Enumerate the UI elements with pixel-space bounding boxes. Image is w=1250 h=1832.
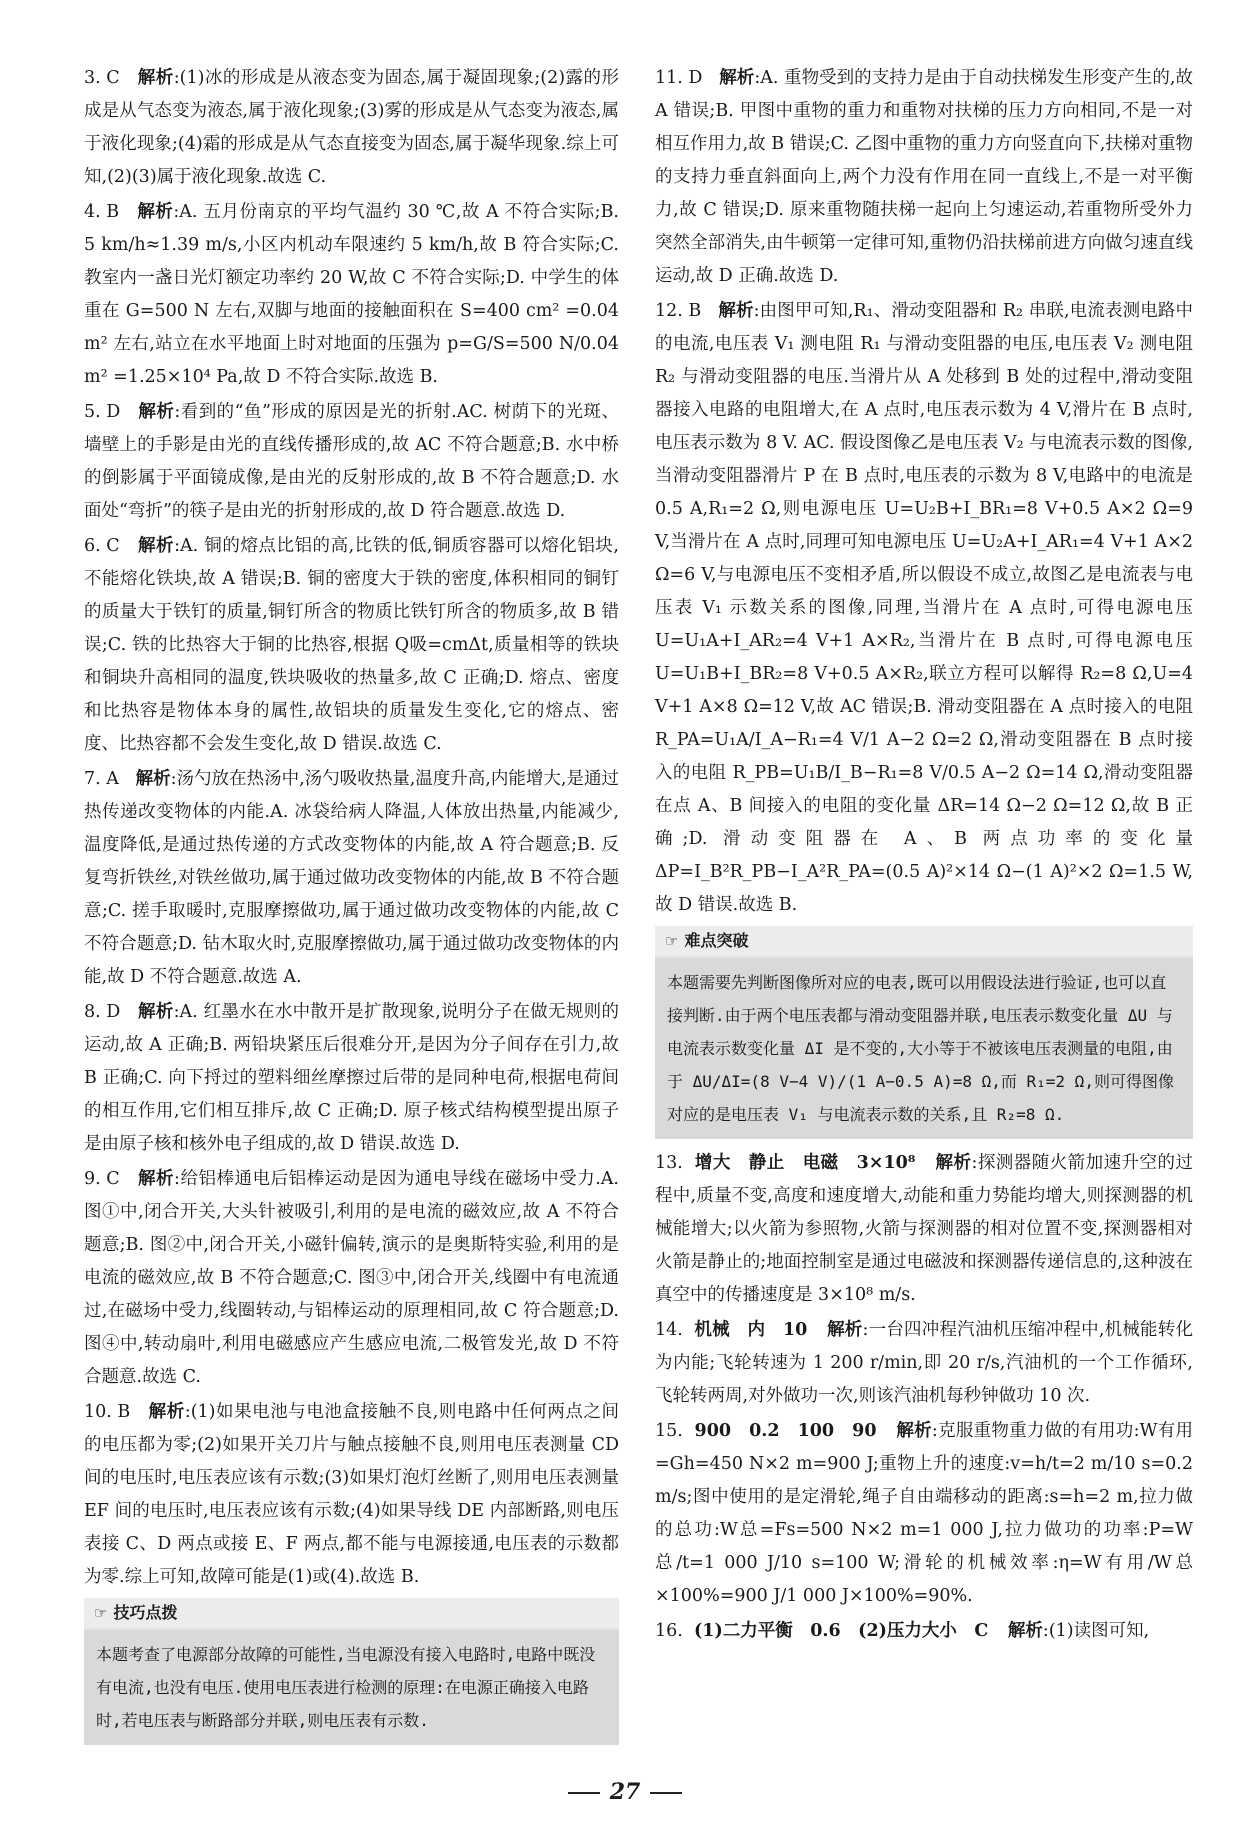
analysis-label: 解析 xyxy=(137,1002,174,1022)
question-number: 10. B xyxy=(84,1402,131,1422)
question-12 xyxy=(655,295,1193,922)
left-column xyxy=(84,62,619,1753)
tip-body: 本题考查了电源部分故障的可能性,当电源没有接入电路时,电路中既没有电流,也没有电压.使用电压表进行检测的原理:在电源正确接入电路时,若电压表与断路部分并联,则电压表有示数. xyxy=(84,1630,619,1745)
analysis-text: :A. 五月份南京的平均气温约 30 ℃,故 A 不符合实际;B. 5 km/h≈1.39 m/s,小区内机动车限速约 5 km/h,故 B 符合实际;C. 教室内一盏日光灯额定功率约 20 W,故 C 不符合实际;D. 中学生的体重在 G=500 N 左右,双脚与地面的接触面积在 S=400 cm² =0.04 m² 左右,站立在水平地面上时对地面的压强为 p=G/S=500 N/0.04 m² =1.25×10⁴ Pa,故 D 不符合实际.故选 B. xyxy=(84,202,619,387)
tip-heading xyxy=(655,926,1193,956)
answer-text: (1)二力平衡 0.6 (2)压力大小 C xyxy=(693,1621,989,1641)
analysis-text: :A. 红墨水在水中散开是扩散现象,说明分子在做无规则的运动,故 A 正确;B. 两铅块紧压后很难分开,是因为分子间存在引力,故 B 正确;C. 向下捋过的塑料细丝摩擦过后带的是同种电荷,根据电荷间的相互作用,它们相互排斥,故 C 正确;D. 原子核式结构模型提出原子是由原子核和核外电子组成的,故 D 错误.故选 D. xyxy=(84,1002,619,1154)
analysis-label: 解析 xyxy=(896,1421,932,1441)
analysis-label: 解析 xyxy=(138,402,175,422)
analysis-text: :(1)如果电池与电池盒接触不良,则电路中任何两点之间的电压都为零;(2)如果开关刀片与触点接触不良,则用电压表测量 CD 间的电压时,电压表应该有示数;(3)如果灯泡灯丝断了,则用电压表测量 EF 间的电压时,电压表应该有示数;(4)如果导线 DE 内部断路,则电压表接 C、D 两点或接 E、F 两点,都不能与电源接通,电压表的示数都为零.综上可知,故障可能是(1)或(4).故选 B. xyxy=(84,1402,620,1587)
page-number-value: 27 xyxy=(609,1779,641,1805)
question-number: 7. A xyxy=(84,769,119,789)
question-16 xyxy=(655,1615,1193,1648)
analysis-text: :(1)读图可知, xyxy=(1042,1621,1150,1641)
analysis-text: :一台四冲程汽油机压缩冲程中,机械能转化为内能;飞轮转速为 1 200 r/min,即 20 r/s,汽油机的一个工作循环,飞轮转两周,对外做功一次,则该汽油机每秒钟做功 10 次. xyxy=(655,1320,1193,1406)
answer-text: 机械 内 10 xyxy=(694,1320,808,1340)
question-4 xyxy=(84,196,619,394)
analysis-text: :克服重物重力做的有用功:W有用=Gh=450 N×2 m=900 J;重物上升的速度:v=h/t=2 m/10 s=0.2 m/s;图中使用的是定滑轮,绳子自由端移动的距离:s=h=2 m,拉力做的总功:W总=Fs=500 N×2 m=1 000 J,拉力做功的功率:P=W总/t=1 000 J/10 s=100 W;滑轮的机械效率:η=W有用/W总×100%=900 J/1 000 J×100%=90%. xyxy=(655,1421,1193,1606)
right-column xyxy=(655,62,1193,1650)
tip-box-skill xyxy=(84,1598,619,1745)
question-15 xyxy=(655,1415,1193,1613)
question-7 xyxy=(84,763,619,994)
tip-heading xyxy=(84,1598,619,1628)
analysis-label: 解析 xyxy=(1007,1621,1043,1641)
analysis-label: 解析 xyxy=(935,1153,972,1173)
answer-text: 增大 静止 电磁 3×10⁸ xyxy=(694,1153,916,1173)
question-6 xyxy=(84,530,619,761)
pointing-hand-icon: ☞ xyxy=(94,1604,108,1622)
page-number xyxy=(0,1776,1250,1809)
question-number: 15. xyxy=(655,1421,683,1441)
pointing-hand-icon: ☞ xyxy=(665,932,679,950)
question-number: 6. C xyxy=(84,536,120,556)
question-number: 12. B xyxy=(655,301,702,321)
tip-body: 本题需要先判断图像所对应的电表,既可以用假设法进行验证,也可以直接判断.由于两个电压表都与滑动变阻器并联,电压表示数变化量 ΔU 与电流表示数变化量 ΔI 是不变的,大小等于不被该电压表测量的电阻,由于 ΔU/ΔI=(8 V−4 V)/(1 A−0.5 A)=8 Ω,而 R₁=2 Ω,则可得图像对应的是电压表 V₁ 与电流表示数的关系,且 R₂=8 Ω. xyxy=(655,958,1193,1139)
question-number: 16. xyxy=(655,1621,683,1641)
analysis-text: :汤勺放在热汤中,汤勺吸收热量,温度升高,内能增大,是通过热传递改变物体的内能.A. 冰袋给病人降温,人体放出热量,内能减少,温度降低,是通过热传递的方式改变物体的内能,故 A 符合题意;B. 反复弯折铁丝,对铁丝做功,属于通过做功改变物体的内能,故 B 不符合题意;C. 搓手取暖时,克服摩擦做功,属于通过做功改变物体的内能,故 C 不符合题意;D. 钻木取火时,克服摩擦做功,属于通过做功改变物体的内能,故 D 不符合题意.故选 A. xyxy=(84,769,619,987)
answer-text: 900 0.2 100 90 xyxy=(694,1421,877,1441)
question-number: 5. D xyxy=(84,402,121,422)
question-10 xyxy=(84,1396,619,1594)
question-number: 3. C xyxy=(84,68,120,88)
analysis-text: :看到的“鱼”形成的原因是光的折射.AC. 树荫下的光斑、墙壁上的手影是由光的直线传播形成的,故 AC 不符合题意;B. 水中桥的倒影属于平面镜成像,是由光的反射形成的,故 B 不符合题意;D. 水面处“弯折”的筷子是由光的折射形成的,故 D 符合题意.故选 D. xyxy=(84,402,620,521)
analysis-text: :A. 重物受到的支持力是由于自动扶梯发生形变产生的,故 A 错误;B. 甲图中重物的重力和重物对扶梯的压力方向相同,不是一对相互作用力,故 B 错误;C. 乙图中重物的重力方向竖直向下,扶梯对重物的支持力垂直斜面向上,两个力没有作用在同一直线上,不是一对平衡力,故 C 错误;D. 原来重物随扶梯一起向上匀速运动,若重物所受外力突然全部消失,由牛顿第一定律可知,重物仍沿扶梯前进方向做匀速直线运动,故 D 正确.故选 D. xyxy=(655,68,1193,286)
page-number-right-dash xyxy=(650,1792,682,1794)
question-11 xyxy=(655,62,1193,293)
tip-box-difficulty xyxy=(655,926,1193,1139)
question-number: 13. xyxy=(655,1153,683,1173)
analysis-label: 解析 xyxy=(135,769,171,789)
tip-title: 难点突破 xyxy=(684,931,749,950)
question-5 xyxy=(84,396,619,528)
analysis-text: :A. 铜的熔点比铝的高,比铁的低,铜质容器可以熔化铝块,不能熔化铁块,故 A 错误;B. 铜的密度大于铁的密度,体积相同的铜钉的质量大于铁钉的质量,铜钉所含的物质比铁钉所含的物质多,故 B 错误;C. 铁的比热容大于铜的比热容,根据 Q吸=cmΔt,质量相等的铁块和铜块升高相同的温度,铁块吸收的热量多,故 C 正确;D. 熔点、密度和比热容是物体本身的属性,故铝块的质量发生变化,它的熔点、密度、比热容都不会发生变化,故 D 错误.故选 C. xyxy=(84,536,619,754)
question-number: 11. D xyxy=(655,68,703,88)
page-number-left-dash xyxy=(568,1792,600,1794)
analysis-label: 解析 xyxy=(827,1320,863,1340)
analysis-text: :由图甲可知,R₁、滑动变阻器和 R₂ 串联,电流表测电路中的电流,电压表 V₁ 测电阻 R₁ 与滑动变阻器的电压,电压表 V₂ 测电阻 R₂ 与滑动变阻器的电压.当滑片从 A 处移到 B 处的过程中,滑动变阻器接入电路的电阻增大,在 A 点时,电压表示数为 4 V,滑片在 B 点时,电压表示数为 8 V. AC. 假设图像乙是电压表 V₂ 与电流表示数的图像,当滑动变阻器滑片 P 在 B 点时,电压表的示数为 8 V,电路中的电流是 0.5 A,R₁=2 Ω,则电源电压 U=U₂B+I_BR₁=8 V+0.5 A×2 Ω=9 V,当滑片在 A 点时,同理可知电源电压 U=U₂A+I_AR₁=4 V+1 A×2 Ω=6 V,与电源电压不变相矛盾,所以假设不成立,故图乙是电流表与电压表 V₁ 示数关系的图像,同理,当滑片在 A 点时,可得电源电压 U=U₁A+I_AR₂=4 V+1 A×R₂,当滑片在 B 点时,可得电源电压 U=U₁B+I_BR₂=8 V+0.5 A×R₂,联立方程可以解得 R₂=8 Ω,U=4 V+1 A×8 Ω=12 V,故 AC 错误;B. 滑动变阻器在 A 点时接入的电阻 R_PA=U₁A/I_A−R₁=4 V/1 A−2 Ω=2 Ω,滑动变阻器在 B 点时接入的电阻 R_PB=U₁B/I_B−R₁=8 V/0.5 A−2 Ω=14 Ω,滑动变阻器在点 A、B 间接入的电阻的变化量 ΔR=14 Ω−2 Ω=12 Ω,故 B 正确;D. 滑动变阻器在 A、B 两点功率的变化量 ΔP=I_B²R_PB−I_A²R_PA=(0.5 A)²×14 Ω−(1 A)²×2 Ω=1.5 W,故 D 错误.故选 B. xyxy=(655,301,1194,915)
tip-title: 技巧点拨 xyxy=(113,1603,178,1622)
analysis-text: :(1)冰的形成是从液态变为固态,属于凝固现象;(2)露的形成是从气态变为液态,属于液化现象;(3)雾的形成是从气态变为液态,属于液化现象;(4)霜的形成是从气态直接变为固态,属于凝华现象.综上可知,(2)(3)属于液化现象.故选 C. xyxy=(84,68,619,187)
question-number: 9. C xyxy=(84,1169,120,1189)
question-3 xyxy=(84,62,619,194)
question-13 xyxy=(655,1147,1193,1312)
question-number: 4. B xyxy=(84,202,120,222)
question-9 xyxy=(84,1163,619,1394)
analysis-text: :探测器随火箭加速升空的过程中,质量不变,高度和速度增大,动能和重力势能均增大,则探测器的机械能增大;以火箭为参照物,火箭与探测器的相对位置不变,探测器相对火箭是静止的;地面控制室是通过电磁波和探测器传递信息的,这种波在真空中的传播速度是 3×10⁸ m/s. xyxy=(655,1153,1193,1305)
question-8 xyxy=(84,996,619,1161)
question-number: 14. xyxy=(655,1320,683,1340)
analysis-label: 解析 xyxy=(137,1169,175,1189)
analysis-label: 解析 xyxy=(148,1402,185,1422)
question-14 xyxy=(655,1314,1193,1413)
question-number: 8. D xyxy=(84,1002,121,1022)
analysis-text: :给铝棒通电后铝棒运动是因为通电导线在磁场中受力.A. 图①中,闭合开关,大头针被吸引,利用的是电流的磁效应,故 A 不符合题意;B. 图②中,闭合开关,小磁针偏转,演示的是奥斯特实验,利用的是电流的磁效应,故 B 不符合题意;C. 图③中,闭合开关,线圈中有电流通过,在磁场中受力,线圈转动,与铝棒运动的原理相同,故 C 符合题意;D. 图④中,转动扇叶,利用电磁感应产生感应电流,二极管发光,故 D 不符合题意.故选 C. xyxy=(84,1169,619,1387)
analysis-label: 解析 xyxy=(719,68,755,88)
analysis-label: 解析 xyxy=(137,68,174,88)
analysis-label: 解析 xyxy=(137,202,174,222)
analysis-label: 解析 xyxy=(137,536,175,556)
analysis-label: 解析 xyxy=(718,301,754,321)
